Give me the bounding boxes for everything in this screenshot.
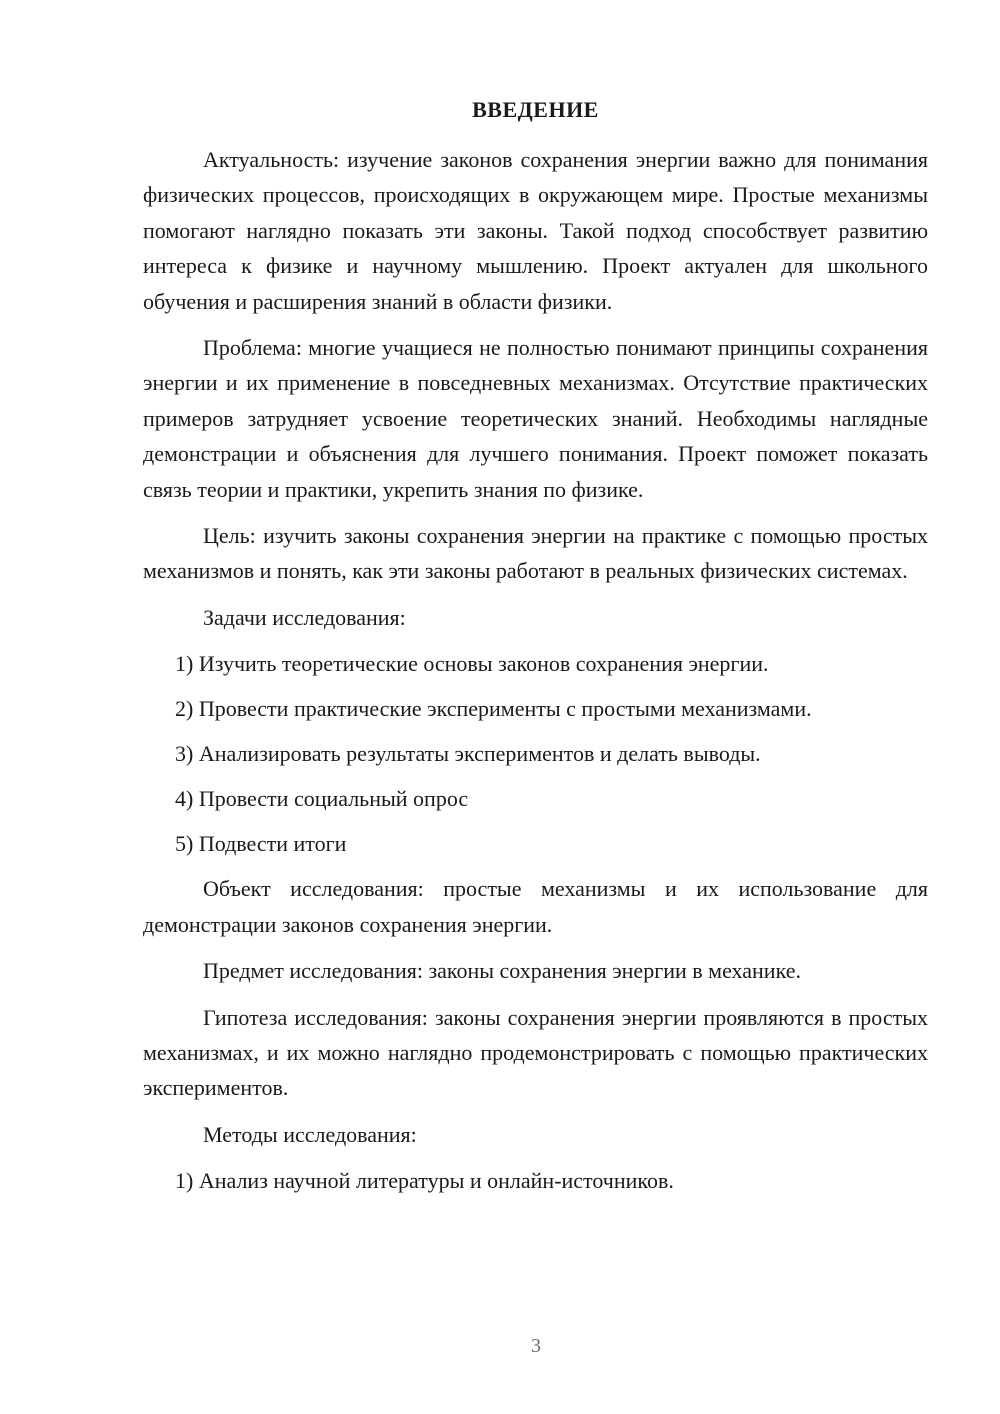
relevance-paragraph: Актуальность: изучение законов сохранения энергии важно для понимания физических процессов, происходящих в окружающем мире. Простые механизмы помогают наглядно показать эти законы. Такой подход способствует развитию интереса к физике и научному мышлению. Проект актуален для школьного обучения и расширения знаний в области физики. (143, 147, 928, 314)
methods-title: Методы исследования: (203, 1121, 417, 1147)
methods-list (143, 1163, 928, 1198)
task-item: 3) Анализировать результаты экспериментов и делать выводы. (175, 741, 761, 767)
task-item: 5) Подвести итоги (175, 831, 347, 857)
subject-paragraph: Предмет исследования: законы сохранения энергии в механике. (203, 958, 801, 984)
task-item: 2) Провести практические эксперименты с простыми механизмами. (175, 696, 812, 722)
section-heading: ВВЕДЕНИЕ (472, 97, 599, 122)
tasks-list (143, 646, 928, 861)
goal-paragraph: Цель: изучить законы сохранения энергии на практике с помощью простых механизмов и понять, как эти законы работают в реальных физических системах. (143, 523, 928, 584)
object-paragraph: Объект исследования: простые механизмы и их использование для демонстрации законов сохранения энергии. (143, 876, 928, 937)
problem-paragraph: Проблема: многие учащиеся не полностью понимают принципы сохранения энергии и их применение в повседневных механизмах. Отсутствие практических примеров затрудняет усвоение теоретических знаний. Необходимы наглядные демонстрации и объяснения для лучшего понимания. Проект поможет показать связь теории и практики, укрепить знания по физике. (143, 335, 928, 502)
task-item: 1) Изучить теоретические основы законов сохранения энергии. (175, 651, 769, 677)
page-body (143, 142, 928, 1208)
tasks-title: Задачи исследования: (203, 604, 406, 630)
hypothesis-paragraph: Гипотеза исследования: законы сохранения энергии проявляются в простых механизмах, и их можно наглядно продемонстрировать с помощью практических экспериментов. (143, 1004, 928, 1101)
page-number: 3 (531, 1335, 541, 1357)
task-item: 4) Провести социальный опрос (175, 786, 469, 812)
method-item: 1) Анализ научной литературы и онлайн-источников. (175, 1168, 674, 1194)
